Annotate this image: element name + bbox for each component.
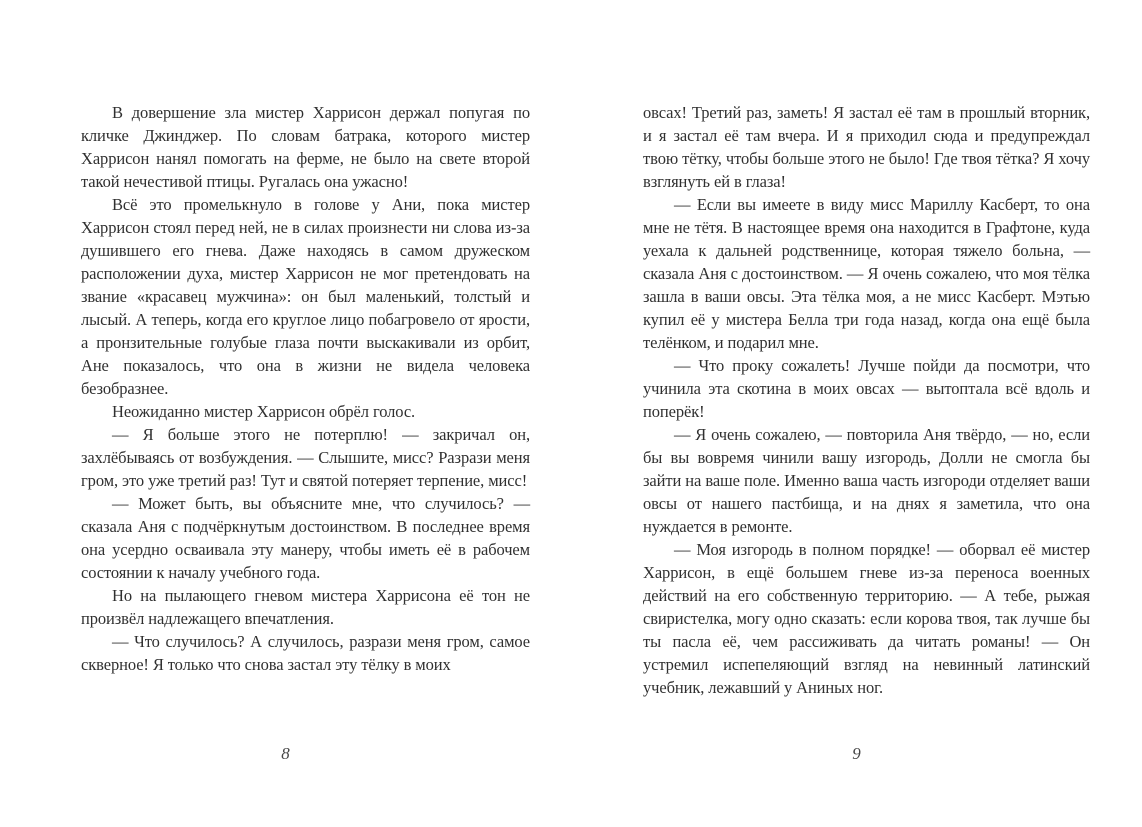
paragraph: — Что проку сожалеть! Лучше пойди да посмотри, что учинила эта скотина в моих овсах — вытоптала всё вдоль и поперёк!	[643, 356, 1090, 421]
paragraph: — Что случилось? А случилось, разрази меня гром, самое скверное! Я только что снова застал эту тёлку в моих	[81, 632, 530, 674]
paragraph: Всё это промелькнуло в голове у Ани, пока мистер Харрисон стоял перед ней, не в силах произнести ни слова из-за душившего его гнева. Даже находясь в самом дружеском расположении духа, мистер Харрисон не мог претендовать на звание «красавец мужчина»: он был маленький, толстый и лысый. А теперь, когда его круглое лицо побагровело от ярости, а пронзительные голубые глаза почти выскакивали из орбит, Ане показалось, что она в жизни не видела человека безобразнее.	[81, 195, 530, 398]
paragraph: Но на пылающего гневом мистера Харрисона её тон не произвёл надлежащего впечатления.	[81, 586, 530, 628]
page-number-right: 9	[852, 744, 861, 763]
paragraph: — Моя изгородь в полном порядке! — оборвал её мистер Харрисон, в ещё большем гневе из-за переноса военных действий на его собственную территорию. — А тебе, рыжая свиристелка, могу одно сказать: если корова твоя, так лучше бы ты пасла её, чем рассиживать да читать романы! — Он устремил испепеляющий взгляд на невинный латинский учебник, лежавший у Аниных ног.	[643, 540, 1090, 697]
paragraph: — Если вы имеете в виду мисс Мариллу Касберт, то она мне не тётя. В настоящее время она находится в Графтоне, куда уехала к дальней родственнице, которая тяжело больна, — сказала Аня с достоинством. — Я очень сожалею, что моя тёлка зашла в ваши овсы. Эта тёлка моя, а не мисс Касберт. Мэтью купил её у мистера Белла три года назад, когда она ещё была телёнком, и подарил мне.	[643, 195, 1090, 352]
paragraph: овсах! Третий раз, заметь! Я застал её там в прошлый вторник, и я застал её там вчера. И я приходил сюда и предупреждал твою тётку, чтобы больше этого не было! Где твоя тётка? Я хочу взглянуть ей в глаза!	[643, 103, 1090, 191]
paragraph: Неожиданно мистер Харрисон обрёл голос.	[112, 402, 416, 421]
right-page-text	[643, 101, 1090, 699]
paragraph: — Я больше этого не потерплю! — закричал он, захлёбываясь от возбуждения. — Слышите, мисс? Разрази меня гром, это уже третий раз! Тут и святой потеряет терпение, мисс!	[81, 425, 530, 490]
page-number-left: 8	[281, 744, 290, 763]
paragraph: — Я очень сожалею, — повторила Аня твёрдо, — но, если бы вы вовремя чинили вашу изгородь, Долли не смогла бы зайти на ваше поле. Именно ваша часть изгороди отделяет ваши овсы от нашего пастбища, и на днях я заметила, что она нуждается в ремонте.	[643, 425, 1090, 536]
paragraph: — Может быть, вы объясните мне, что случилось? — сказала Аня с подчёркнутым достоинством. В последнее время она усердно осваивала эту манеру, чтобы иметь её в рабочем состоянии к началу учебного года.	[81, 494, 530, 582]
paragraph: В довершение зла мистер Харрисон держал попугая по кличке Джинджер. По словам батрака, которого мистер Харрисон нанял помогать на ферме, не было на свете второй такой нечестивой птицы. Ругалась она ужасно!	[81, 103, 530, 191]
left-page-text	[81, 101, 530, 676]
